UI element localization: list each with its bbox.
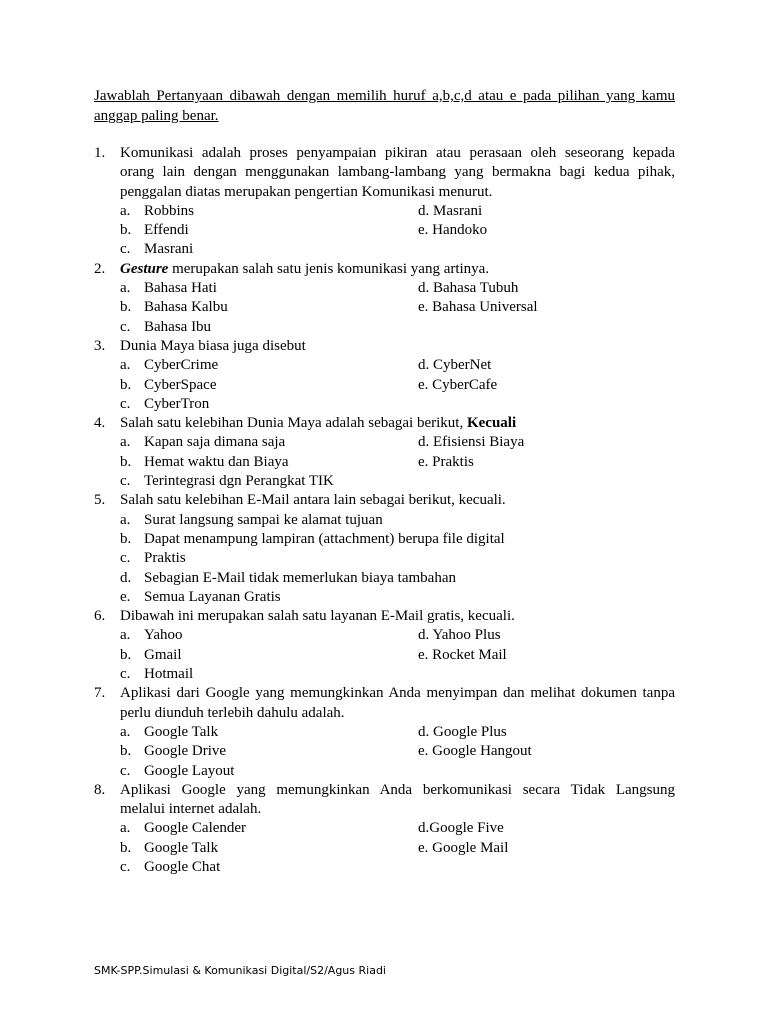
option-text: Google Talk bbox=[144, 839, 219, 856]
emphasis-term: Kecuali bbox=[466, 415, 517, 432]
option-letter: a. bbox=[120, 434, 131, 451]
answer-option bbox=[418, 839, 675, 858]
answer-option bbox=[120, 819, 418, 838]
option-letter: c. bbox=[120, 858, 131, 875]
question-number: 5. bbox=[94, 492, 106, 509]
option-text: d. Bahasa Tubuh bbox=[418, 280, 519, 297]
option-text: Google Layout bbox=[144, 762, 235, 779]
option-text: Hemat waktu dan Biaya bbox=[144, 453, 289, 470]
answer-option bbox=[120, 279, 418, 298]
option-letter: e. bbox=[120, 588, 131, 605]
question-number: 2. bbox=[94, 260, 106, 277]
emphasis-term: Gesture bbox=[120, 260, 169, 277]
answer-option bbox=[120, 356, 418, 375]
answer-options bbox=[94, 626, 675, 684]
question-text: merupakan salah satu jenis komunikasi yang artinya. bbox=[168, 260, 490, 277]
instruction-line: anggap paling benar. bbox=[94, 108, 219, 124]
option-text: Robbins bbox=[144, 202, 195, 219]
answer-option bbox=[120, 318, 418, 337]
option-text: Masrani bbox=[144, 241, 194, 258]
option-letter: b. bbox=[120, 453, 132, 470]
option-letter: a. bbox=[120, 723, 131, 740]
question-text-line bbox=[94, 144, 675, 163]
answer-option bbox=[418, 356, 675, 375]
question-number: 6. bbox=[94, 608, 106, 625]
answer-option bbox=[418, 819, 675, 838]
answer-option bbox=[120, 202, 418, 221]
answer-option bbox=[120, 221, 418, 240]
option-letter: b. bbox=[120, 839, 132, 856]
question-number: 8. bbox=[94, 781, 106, 798]
answer-option bbox=[120, 742, 418, 761]
option-text: e. Handoko bbox=[418, 222, 488, 239]
option-text: Terintegrasi dgn Perangkat TIK bbox=[144, 473, 334, 490]
option-letter: b. bbox=[120, 376, 132, 393]
instruction-line: Jawablah Pertanyaan dibawah dengan memilih huruf a,b,c,d atau e pada pilihan yang kamu bbox=[94, 88, 675, 104]
answer-option bbox=[418, 221, 675, 240]
option-text: d. Efisiensi Biaya bbox=[418, 434, 525, 451]
option-text: Bahasa Kalbu bbox=[144, 299, 228, 316]
question-text: Salah satu kelebihan E-Mail antara lain sebagai berikut, kecuali. bbox=[120, 492, 506, 509]
answer-option bbox=[120, 839, 418, 858]
answer-option bbox=[120, 665, 418, 684]
question-item bbox=[94, 781, 675, 877]
option-text: Effendi bbox=[144, 222, 189, 239]
answer-option bbox=[418, 433, 675, 452]
answer-options bbox=[94, 433, 675, 491]
question-text-line bbox=[94, 607, 675, 626]
answer-option bbox=[120, 626, 418, 645]
option-text: CyberCrime bbox=[144, 357, 219, 374]
question-text: Aplikasi Google yang memungkinkan Anda berkomunikasi secara Tidak Langsung bbox=[120, 781, 675, 798]
option-text: e. CyberCafe bbox=[418, 376, 498, 393]
page-footer: SMK-SPP.Simulasi & Komunikasi Digital/S2/Agus Riadi bbox=[94, 964, 386, 977]
answer-option bbox=[120, 395, 418, 414]
option-letter: c. bbox=[120, 318, 131, 335]
answer-option bbox=[120, 298, 418, 317]
question-text: Komunikasi adalah proses penyampaian pikiran atau perasaan oleh seseorang kepada bbox=[120, 145, 675, 161]
option-letter: d. bbox=[120, 569, 132, 586]
option-text: Gmail bbox=[144, 646, 182, 663]
option-text: e. Rocket Mail bbox=[418, 646, 507, 663]
answer-option bbox=[120, 762, 418, 781]
question-text-line bbox=[94, 781, 675, 800]
option-text: Dapat menampung lampiran (attachment) berupa file digital bbox=[144, 530, 505, 547]
question-text-line bbox=[94, 163, 675, 182]
question-text: perlu diunduh terlebih dahulu adalah. bbox=[120, 704, 345, 721]
answer-option bbox=[418, 723, 675, 742]
option-letter: b. bbox=[120, 646, 132, 663]
option-text: Google Calender bbox=[144, 820, 247, 837]
option-letter: c. bbox=[120, 241, 131, 258]
option-letter: a. bbox=[120, 280, 131, 297]
question-number: 4. bbox=[94, 415, 106, 432]
option-text: Yahoo bbox=[144, 627, 183, 644]
answer-option bbox=[120, 569, 675, 588]
option-letter: c. bbox=[120, 666, 131, 683]
answer-options bbox=[94, 511, 675, 607]
option-text: Praktis bbox=[144, 550, 186, 567]
answer-option bbox=[120, 453, 418, 472]
option-letter: c. bbox=[120, 550, 131, 567]
question-item bbox=[94, 491, 675, 607]
option-letter: c. bbox=[120, 762, 131, 779]
option-letter: b. bbox=[120, 743, 132, 760]
answer-option bbox=[418, 626, 675, 645]
question-text-line bbox=[94, 684, 675, 703]
question-text-line bbox=[94, 800, 675, 819]
option-letter: b. bbox=[120, 530, 132, 547]
answer-option bbox=[418, 646, 675, 665]
answer-option bbox=[120, 240, 418, 259]
option-letter: a. bbox=[120, 202, 131, 219]
answer-option bbox=[418, 202, 675, 221]
answer-option bbox=[120, 433, 418, 452]
question-item bbox=[94, 337, 675, 414]
answer-option bbox=[418, 298, 675, 317]
option-text: Google Chat bbox=[144, 858, 221, 875]
question-text: Dunia Maya biasa juga disebut bbox=[120, 337, 306, 354]
option-text: Bahasa Ibu bbox=[144, 318, 212, 335]
option-text: Bahasa Hati bbox=[144, 280, 217, 297]
question-item bbox=[94, 684, 675, 780]
option-text: d. Yahoo Plus bbox=[418, 627, 501, 644]
answer-option bbox=[120, 588, 675, 607]
option-text: CyberTron bbox=[144, 395, 210, 412]
question-text: Salah satu kelebihan Dunia Maya adalah sebagai berikut, bbox=[120, 415, 467, 432]
option-text: e. Praktis bbox=[418, 453, 474, 470]
question-number: 3. bbox=[94, 337, 106, 354]
answer-option bbox=[120, 646, 418, 665]
answer-options bbox=[94, 723, 675, 781]
answer-options bbox=[94, 202, 675, 260]
answer-option bbox=[418, 376, 675, 395]
option-letter: a. bbox=[120, 820, 131, 837]
answer-option bbox=[418, 453, 675, 472]
question-text-line bbox=[94, 704, 675, 723]
question-text-line bbox=[94, 491, 675, 510]
option-text: e. Google Hangout bbox=[418, 743, 532, 760]
option-letter: b. bbox=[120, 299, 132, 316]
question-item bbox=[94, 260, 675, 337]
option-letter: c. bbox=[120, 473, 131, 490]
question-number: 7. bbox=[94, 685, 106, 702]
option-text: e. Google Mail bbox=[418, 839, 509, 856]
question-text: Aplikasi dari Google yang memungkinkan Anda menyimpan dan melihat dokumen tanpa bbox=[120, 685, 675, 702]
question-text: penggalan diatas merupakan pengertian Komunikasi menurut. bbox=[120, 183, 493, 200]
question-text: orang lain dengan menggunakan lambang-lambang yang bermakna bagi kedua pihak, bbox=[120, 164, 675, 181]
option-text: d. Google Plus bbox=[418, 723, 507, 740]
option-letter: a. bbox=[120, 357, 131, 374]
option-text: Google Talk bbox=[144, 723, 219, 740]
option-text: Google Drive bbox=[144, 743, 227, 760]
answer-options bbox=[94, 279, 675, 337]
answer-option bbox=[120, 858, 418, 877]
option-text: Kapan saja dimana saja bbox=[144, 434, 286, 451]
option-letter: a. bbox=[120, 627, 131, 644]
question-text-line bbox=[94, 260, 675, 279]
answer-option bbox=[418, 742, 675, 761]
answer-option bbox=[120, 511, 675, 530]
question-item bbox=[94, 607, 675, 684]
question-number: 1. bbox=[94, 145, 106, 161]
option-text: Surat langsung sampai ke alamat tujuan bbox=[144, 511, 383, 528]
question-text-line bbox=[94, 414, 675, 433]
question-item bbox=[94, 414, 675, 491]
option-letter: b. bbox=[120, 222, 132, 239]
option-text: Semua Layanan Gratis bbox=[144, 588, 281, 605]
answer-option bbox=[120, 376, 418, 395]
answer-option bbox=[120, 723, 418, 742]
question-text-line bbox=[94, 337, 675, 356]
option-text: Sebagian E-Mail tidak memerlukan biaya tambahan bbox=[144, 569, 456, 586]
option-letter: a. bbox=[120, 511, 131, 528]
option-text: e. Bahasa Universal bbox=[418, 299, 538, 316]
answer-options bbox=[94, 819, 675, 877]
answer-option bbox=[120, 530, 675, 549]
instruction-text bbox=[94, 86, 675, 126]
option-text: Hotmail bbox=[144, 666, 194, 683]
option-text: d.Google Five bbox=[418, 820, 504, 837]
option-letter: c. bbox=[120, 395, 131, 412]
option-text: CyberSpace bbox=[144, 376, 217, 393]
question-list bbox=[94, 144, 675, 877]
answer-options bbox=[94, 356, 675, 414]
answer-option bbox=[120, 549, 675, 568]
question-text-line bbox=[94, 183, 675, 202]
option-text: d. Masrani bbox=[418, 202, 483, 219]
question-text: melalui internet adalah. bbox=[120, 801, 262, 818]
answer-option bbox=[418, 279, 675, 298]
question-text: Dibawah ini merupakan salah satu layanan E-Mail gratis, kecuali. bbox=[120, 608, 515, 625]
question-item bbox=[94, 144, 675, 260]
option-text: d. CyberNet bbox=[418, 357, 492, 374]
answer-option bbox=[120, 472, 418, 491]
